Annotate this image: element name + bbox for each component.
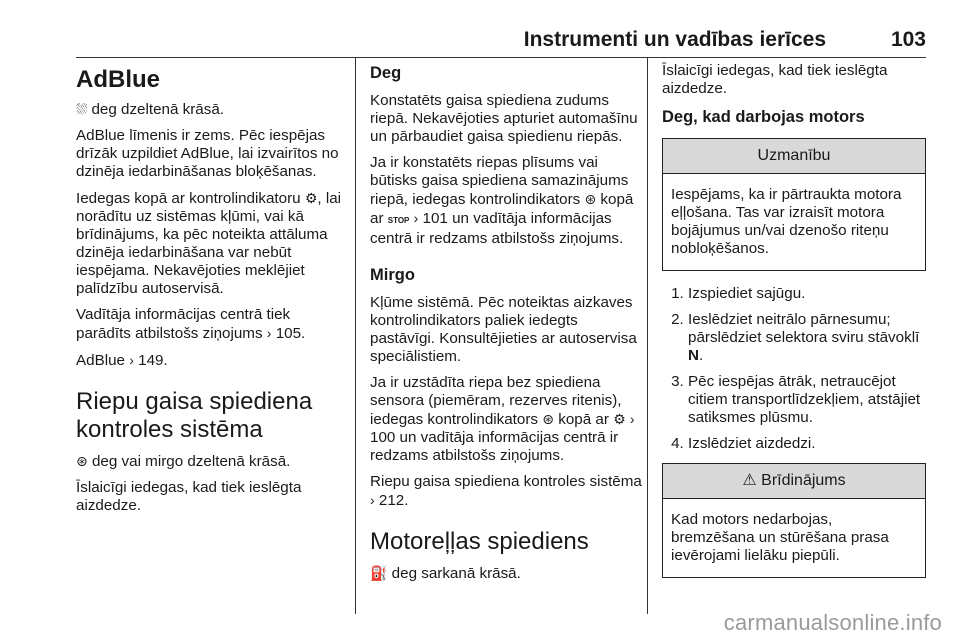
stop-icon: STOP bbox=[387, 216, 410, 225]
steps-list bbox=[662, 285, 926, 453]
adblue-dic-text: Vadītāja informācijas centrā tiek parādīts atbilstošs ziņojums › 105. bbox=[76, 306, 306, 342]
warning-triangle-icon: ⚠ bbox=[742, 472, 757, 489]
ref-101-link[interactable]: 101 un vadītāja informācijas centrā ir redzams atbilstošs ziņojums. bbox=[370, 210, 624, 247]
ref-arrow-icon: › bbox=[129, 352, 134, 368]
tire-pressure-icon: ⊛ bbox=[584, 191, 597, 207]
column-3 bbox=[662, 62, 926, 592]
mirgo-heading: Mirgo bbox=[370, 266, 415, 284]
tire-status: ⊛ deg vai mirgo dzeltenā krāsā. bbox=[76, 453, 291, 470]
page-number: 103 bbox=[890, 28, 926, 51]
warning-heading: Brīdinājums bbox=[761, 472, 846, 489]
step-item: 1. Izspiediet sajūgu. bbox=[688, 285, 926, 303]
header-rule bbox=[76, 57, 926, 58]
page-header bbox=[0, 0, 960, 58]
tpms-ref-text: Riepu gaisa spiediena kontroles sistēma › 212. bbox=[370, 473, 642, 509]
oil-ignition-text: Īslaicīgi iedegas, kad tiek ieslēgta aizdedze. bbox=[662, 62, 888, 97]
ref-105-link[interactable]: 105. bbox=[275, 325, 306, 342]
deg-heading: Deg bbox=[370, 64, 402, 82]
adblue-ref-text: AdBlue › 149. bbox=[76, 352, 168, 369]
adblue-status: ⛆ deg dzeltenā krāsā. bbox=[76, 101, 224, 118]
step-item: 4. Izslēdziet aizdedzi. bbox=[688, 435, 926, 453]
ref-arrow-icon: › bbox=[370, 492, 375, 508]
step-item: 2. Ieslēdziet neitrālo pārnesumu; pārslēdziet selektora sviru stāvoklī N. bbox=[688, 311, 926, 365]
tire-pressure-heading: Riepu gaisa spiediena kontroles sistēma bbox=[76, 388, 313, 443]
deg-puncture-text: Ja ir konstatēts riepas plīsums vai būtisks gaisa spiediena samazinājums riepā, iedegas kontrolindikators ⊛ kopā ar STOP › 101 un vadītāja informācijas centrā ir redzams atbilstošs ziņojums. bbox=[370, 154, 634, 247]
caution-heading: Uzmanību bbox=[663, 139, 925, 174]
header-title: Instrumenti un vadības ierīces bbox=[523, 28, 826, 51]
oil-pressure-heading: Motoreļļas spiediens bbox=[370, 528, 589, 555]
warning-box bbox=[662, 463, 926, 578]
column-1 bbox=[76, 62, 346, 523]
ref-arrow-icon: › bbox=[266, 325, 272, 341]
oil-status: ⛽ deg sarkanā krāsā. bbox=[370, 565, 521, 582]
tire-pressure-icon: ⊛ bbox=[76, 453, 88, 469]
warning-heading-row bbox=[663, 464, 925, 499]
ref-149-link[interactable]: 149. bbox=[138, 352, 168, 369]
step-item: 3. Pēc iespējas ātrāk, netraucējot citiem transportlīdzekļiem, atstājiet satiksmes plūsmu. bbox=[688, 373, 926, 427]
watermark: carmanualsonline.info bbox=[723, 610, 942, 635]
ref-212-link[interactable]: 212. bbox=[378, 492, 409, 509]
adblue-icon: ⛆ bbox=[76, 101, 88, 117]
ref-100-link[interactable]: 100 un vadītāja informācijas centrā ir redzams atbilstošs ziņojums. bbox=[370, 429, 619, 464]
mirgo-spare-text: Ja ir uzstādīta riepa bez spiediena sensora (piemēram, rezerves ritenis), iedegas kontrolindikators ⊛ kopā ar ⚙ › 100 un vadītāja informācijas centrā ir redzams atbilstošs ziņojums. bbox=[370, 374, 635, 464]
oil-can-icon: ⛽ bbox=[370, 565, 388, 581]
engine-icon: ⚙ bbox=[304, 190, 318, 206]
deg-text: Konstatēts gaisa spiediena zudums riepā. Nekavējoties apturiet automašīnu un pārbaudiet gaisa spiedienu riepās. bbox=[370, 92, 638, 145]
engine-icon: ⚙ bbox=[613, 411, 626, 427]
tire-pressure-icon: ⊛ bbox=[542, 411, 554, 427]
column-divider-1 bbox=[355, 58, 356, 614]
ref-arrow-icon: › bbox=[413, 210, 419, 226]
column-divider-2 bbox=[647, 58, 648, 614]
tire-ignition-text: Īslaicīgi iedegas, kad tiek ieslēgta aizdedze. bbox=[76, 479, 302, 514]
adblue-heading: AdBlue bbox=[76, 66, 160, 93]
ref-arrow-icon: › bbox=[629, 411, 635, 427]
column-2 bbox=[370, 62, 642, 591]
caution-box bbox=[662, 138, 926, 271]
running-heading: Deg, kad darbojas motors bbox=[662, 108, 865, 126]
adblue-low-text: AdBlue līmenis ir zems. Pēc iespējas drīzāk uzpildiet AdBlue, lai izvairītos no dzinēja iedarbināšanas bloķēšanas. bbox=[76, 127, 339, 180]
mirgo-text: Kļūme sistēmā. Pēc noteiktas aizkaves kontrolindikators paliek iedegts pastāvīgi. Konsultējieties ar autoservisa speciālistiem. bbox=[370, 294, 637, 365]
caution-text: Iespējams, ka ir pārtraukta motora eļļošana. Tas var izraisīt motora bojājumus un/vai dzenošo riteņu nobloķēšanos. bbox=[671, 186, 902, 257]
warning-text: Kad motors nedarbojas, bremzēšana un stūrēšana prasa ievērojami lielāku piepūli. bbox=[671, 511, 889, 564]
adblue-fault-text: Iedegas kopā ar kontrolindikatoru ⚙, lai norādītu uz sistēmas kļūmi, vai kā brīdinājums, ka pēc noteikta attāluma dzinēja iedarbināšana var nebūt iespējama. Nekavējoties meklējiet palīdzību autoservisā. bbox=[76, 190, 342, 297]
